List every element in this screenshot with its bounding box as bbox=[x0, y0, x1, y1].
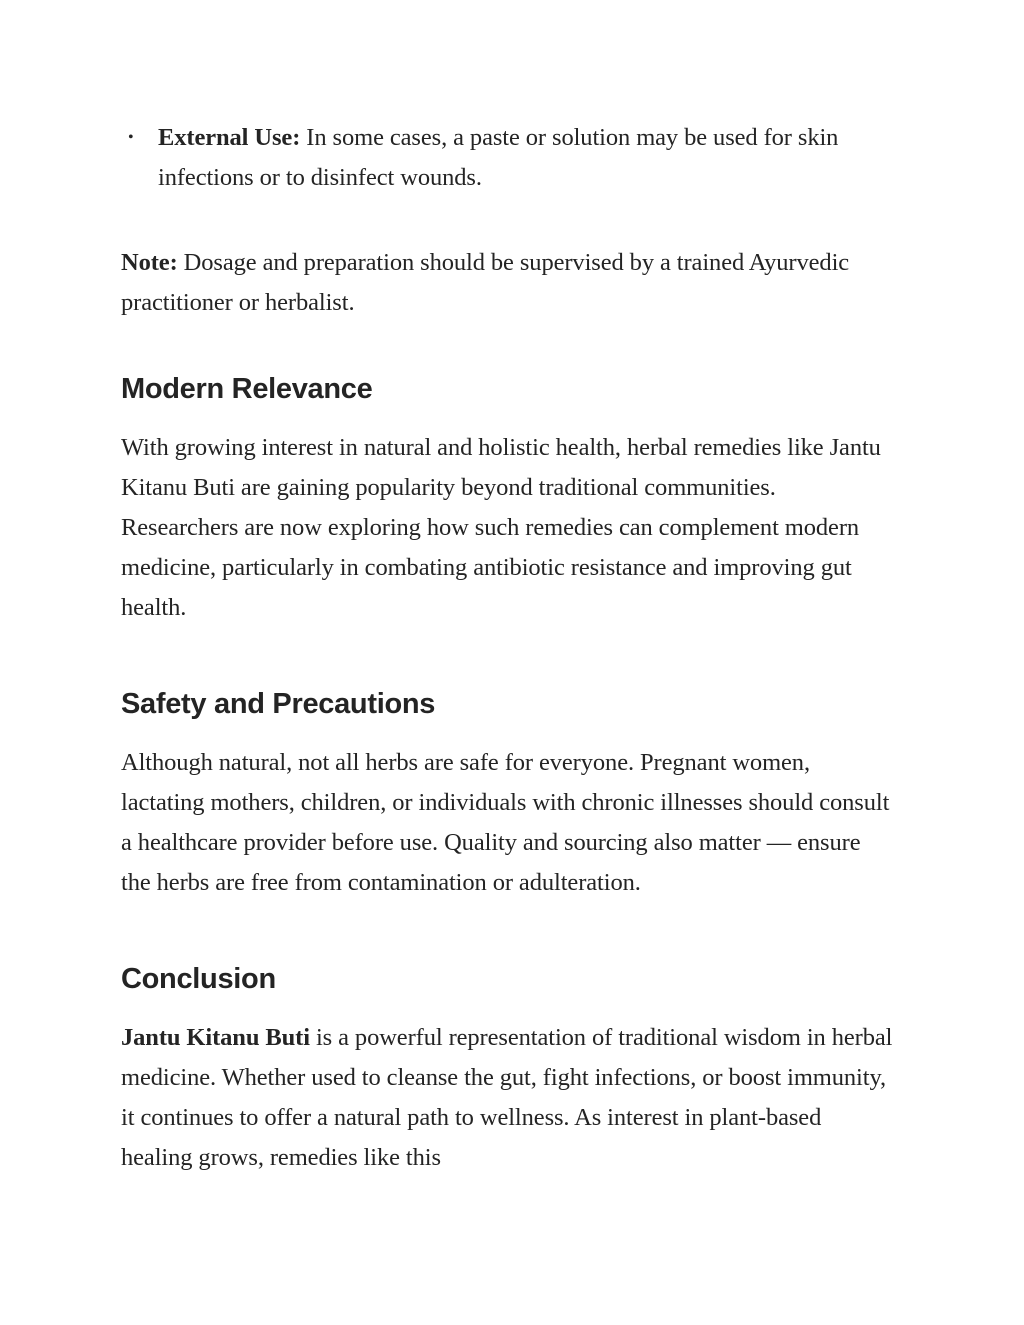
modern-relevance-body: With growing interest in natural and holistic health, herbal remedies like Jantu Kitanu Buti are gaining popularity beyond traditional communities. Researchers are now exploring how such remedies can complement modern medicine, particularly in combating antibiotic resistance and improving gut health. bbox=[121, 434, 881, 621]
note-text: Dosage and preparation should be supervised by a trained Ayurvedic practitioner or herbalist. bbox=[121, 249, 850, 316]
note-paragraph bbox=[121, 243, 896, 323]
usage-list bbox=[121, 118, 896, 198]
note-label: Note: bbox=[121, 249, 178, 276]
external-use-text: In some cases, a paste or solution may be used for skin infections or to disinfect wounds. bbox=[158, 124, 839, 191]
article-content bbox=[121, 118, 896, 1178]
list-item bbox=[128, 118, 896, 198]
conclusion-body bbox=[121, 1018, 896, 1178]
bullet-icon: • bbox=[128, 129, 134, 146]
external-use-label: External Use: bbox=[158, 124, 301, 151]
conclusion-bold-term: Jantu Kitanu Buti bbox=[121, 1024, 310, 1051]
safety-heading: Safety and Precautions bbox=[121, 688, 436, 720]
modern-relevance-heading: Modern Relevance bbox=[121, 373, 373, 405]
safety-body: Although natural, not all herbs are safe for everyone. Pregnant women, lactating mothers, children, or individuals with chronic illnesses should consult a healthcare provider before use. Quality and sourcing also matter — ensure the herbs are free from contamination or adulteration. bbox=[121, 749, 890, 896]
conclusion-text: is a powerful representation of traditional wisdom in herbal medicine. Whether used to cleanse the gut, fight infections, or boost immunity, it continues to offer a natural path to wellness. As interest in plant-based healing grows, remedies like this bbox=[121, 1024, 893, 1171]
conclusion-heading: Conclusion bbox=[121, 963, 276, 995]
